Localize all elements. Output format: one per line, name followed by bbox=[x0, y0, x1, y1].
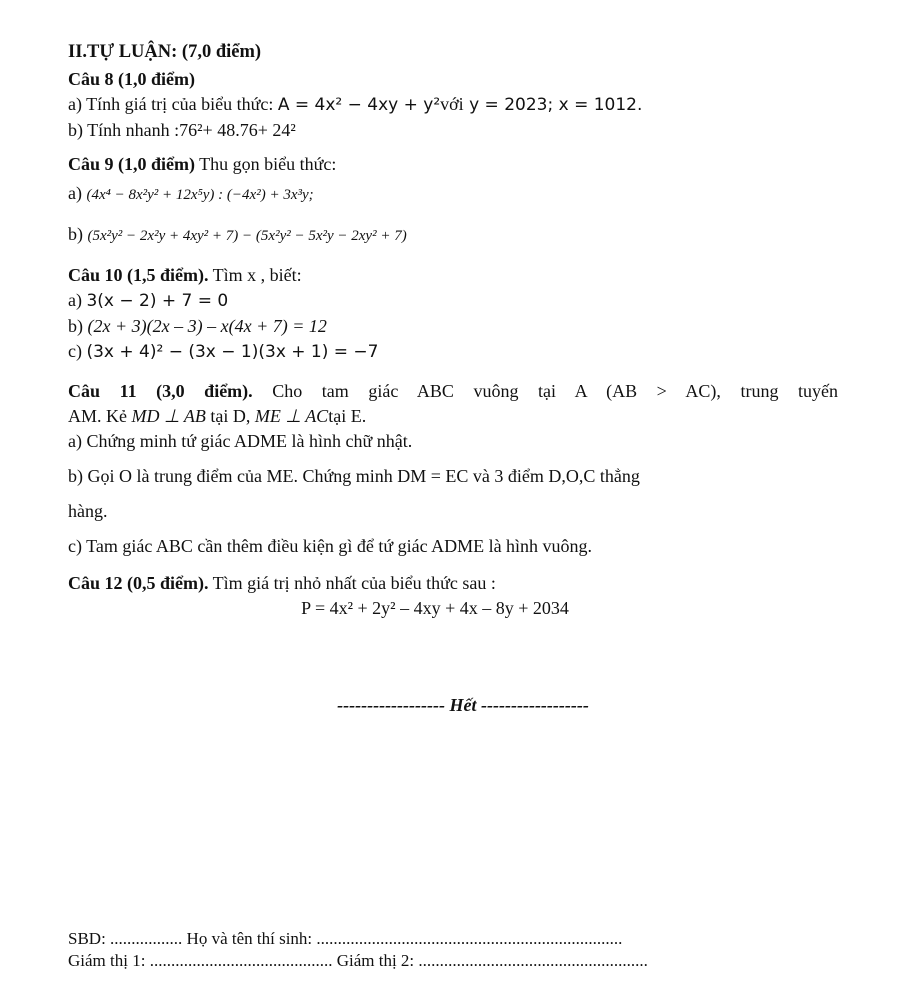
question-8b bbox=[68, 118, 838, 143]
question-9b bbox=[68, 222, 838, 249]
question-12-heading bbox=[68, 571, 838, 596]
question-11-line-1 bbox=[68, 379, 838, 404]
section-title: II.TỰ LUẬN: (7,0 điểm) bbox=[68, 42, 262, 62]
sbd-field: SBD: ................. bbox=[68, 929, 183, 948]
question-9-heading bbox=[68, 152, 838, 177]
question-10c bbox=[68, 339, 838, 365]
question-8b-prefix: b) Tính nhanh : bbox=[68, 120, 180, 140]
question-10c-label: c) bbox=[68, 341, 87, 361]
question-10b-expression: (2x + 3)(2x – 3) – x(4x + 7) = 12 bbox=[87, 316, 327, 336]
question-8a-values: y = 2023; x = 1012. bbox=[463, 95, 643, 115]
question-11b-line-1: b) Gọi O là trung điểm của ME. Chứng minh DM = EC và 3 điểm D,O,C thẳng bbox=[68, 466, 640, 486]
question-12-title: Câu 12 (0,5 điểm). bbox=[68, 573, 209, 593]
question-10-title: Câu 10 (1,5 điểm). bbox=[68, 265, 209, 285]
footer-line-1 bbox=[68, 928, 838, 950]
footer bbox=[68, 928, 838, 972]
question-11-text-c: tại E. bbox=[328, 406, 367, 426]
question-11-me-perp: ME ⊥ AC bbox=[254, 406, 329, 426]
proctor-2-field: Giám thị 2: ...................................................... bbox=[332, 951, 648, 970]
question-10a bbox=[68, 288, 838, 314]
question-10b-label: b) bbox=[68, 316, 88, 336]
question-11-md-perp: MD ⊥ AB bbox=[131, 406, 206, 426]
question-11-text-b: tại D, bbox=[205, 406, 255, 426]
question-11-title: Câu 11 (3,0 điểm). bbox=[68, 381, 253, 401]
question-11-line-2 bbox=[68, 404, 838, 429]
footer-line-2 bbox=[68, 950, 838, 972]
question-8a-with: với bbox=[440, 94, 464, 114]
question-10-intro: Tìm x , biết: bbox=[208, 265, 302, 285]
question-9a-expression: (4x⁴ − 8x²y² + 12x⁵y) : (−4x²) + 3x³y; bbox=[86, 187, 314, 203]
question-12-expression: P = 4x² + 2y² – 4xy + 4x – 8y + 2034 bbox=[301, 598, 569, 618]
question-10b bbox=[68, 314, 838, 339]
question-9-intro: Thu gọn biểu thức: bbox=[195, 154, 337, 174]
question-8b-expression: 76²+ 48.76+ 24² bbox=[179, 120, 296, 140]
question-10a-label: a) bbox=[68, 290, 87, 310]
exam-page bbox=[68, 40, 838, 718]
proctor-1-field: Giám thị 1: ........................................... bbox=[68, 951, 333, 970]
question-9a-label: a) bbox=[68, 183, 87, 203]
question-11c: c) Tam giác ABC cần thêm điều kiện gì để tứ giác ADME là hình vuông. bbox=[68, 536, 593, 556]
candidate-name-field: Họ và tên thí sinh: ........................................................................ bbox=[182, 929, 623, 948]
question-10-heading bbox=[68, 263, 838, 288]
question-11b-line-2: hàng. bbox=[68, 501, 108, 521]
question-9a bbox=[68, 181, 838, 208]
question-8a-prefix: a) Tính giá trị của biểu thức: bbox=[68, 94, 278, 114]
end-marker: ------------------ Hết ------------------ bbox=[337, 695, 589, 715]
question-8a bbox=[68, 92, 838, 118]
question-10c-expression: (3x + 4)² − (3x − 1)(3x + 1) = −7 bbox=[86, 342, 379, 362]
question-9b-expression: (5x²y² − 2x²y + 4xy² + 7) − (5x²y² − 5x²y − 2xy² + 7) bbox=[87, 228, 407, 244]
question-12-intro: Tìm giá trị nhỏ nhất của biểu thức sau : bbox=[208, 573, 496, 593]
question-11-text-a: AM. Kẻ bbox=[68, 406, 132, 426]
question-8-heading: Câu 8 (1,0 điểm) bbox=[68, 69, 195, 89]
question-11-intro: Cho tam giác ABC vuông tại A (AB > AC), trung tuyến bbox=[252, 381, 838, 401]
question-9b-label: b) bbox=[68, 224, 88, 244]
question-10a-expression: 3(x − 2) + 7 = 0 bbox=[86, 291, 229, 311]
question-9-title: Câu 9 (1,0 điểm) bbox=[68, 154, 195, 174]
question-11a: a) Chứng minh tứ giác ADME là hình chữ nhật. bbox=[68, 431, 413, 451]
question-8a-expression: A = 4x² − 4xy + y² bbox=[277, 95, 441, 115]
